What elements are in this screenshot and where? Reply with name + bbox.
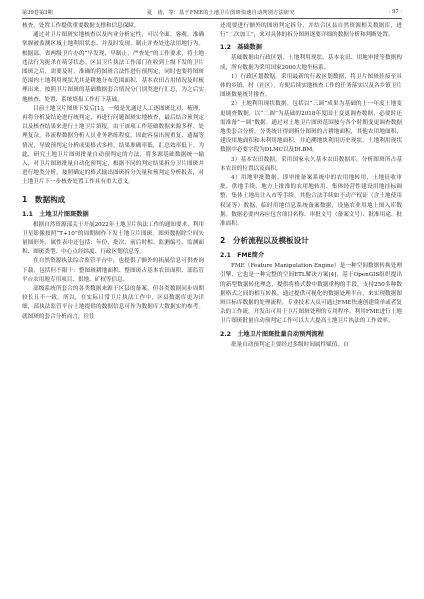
subsection-heading: 2.1 FME简介: [220, 252, 265, 260]
paragraph: 通过对卫片图斑实地核查以及内业分析定性，可以全面、客观、准确掌握被监测区域土地利用状态、并及时发现、制止并查处违法用地行为。根据部、省两级卫片办的“早发现、早制止、严查处”的工作要求，将土地违法行为扼杀在萌芽状态。区县卫片执法工作部门在收到上级下发的卫片图斑之后，需要及时、准确的将图斑合法性进行预判定，同时也要将图斑范围内土地利用现状尤其是耕地分布范围面积、基本农田占用情况及时梳理出来，按照卫片图斑的基础数据套合情况分门别类进行汇总，为之后实地核查、处置、系统填报工作打下基础。: [22, 32, 204, 103]
subsection-heading: 1.1 土地卫片图斑数据: [22, 210, 89, 218]
running-header: [22, 6, 402, 19]
paragraph: 核查，处置工作提供重要数据支撑和信息保障。: [22, 23, 140, 29]
paragraph: 还需要进行额外的图斑判定拆分，并结合区县自然资源相关数据库，进行“二次加工”，来对具体的拆分图斑逐要详细的数据分析和判断处置。: [220, 23, 402, 39]
article-running-title: 夏 涛，等：基于FME的土地卫片图斑快速自动判别方法研究: [146, 9, 295, 16]
paragraph: 基础数据由行政区划、土地利用现状、基本农田、用地审批等数据构成，所有数据为采用国家2000大地坐标系。: [220, 55, 402, 71]
subsection-heading: 1.2 基础数据: [220, 44, 262, 52]
subsection-heading: 2.2 土地卫片图斑批量自动预判流程: [220, 330, 324, 338]
section-heading: 2 分析流程以及模板设计: [220, 236, 309, 246]
paragraph: 部级系统所套合的各类数据来源于区县的备案，但各类数据同步周期较长且不一致。所以，在实际日常卫片执法工作中，区县数据库更为详细，部执法监管平台土地提供的数据信息可作为数据库大数据实的参考。就图斑的套合分析而言，往往: [22, 286, 204, 320]
paragraph: 1）行政区划数据。采用最新的行政区划数据，将卫片图斑挂接至具体的乡镇、村（社区），方便后续实地核查工作的任务落实以及各乡镇卫片图斑数量统计排查。: [220, 73, 402, 99]
section-heading: 1 数据构成: [22, 194, 66, 204]
journal-volume: 第39卷第3期: [22, 9, 53, 16]
left-column: [22, 22, 204, 322]
paragraph: 根据自然资源部关于开展2022年土地卫片执法工作的通知要求，利用卫星影像按照“T+10”的周期制作下发土地卫片图斑。图斑数据除空间矢量图形外，属性表中还包括：年份、批次、前后时相、监测编号、监测面积、图斑类型、中心点经纬度、行政区划信息等。: [22, 221, 204, 256]
paragraph: 2）土地利用现状数据。包括以“三调”成果为基础的上一年度土地变更调查数据，以“二调”为基础的2018年度国土变更调查数据，必要时还需准备“一调”数据。通过对土地卫片图斑范围按与各个时期变更调查数据地类套合分析，分类统计得到拆分图斑的占耕地面积，其他农用地面积，建设用地面积和未利用地面积，并追溯地块利用历史现状。土地利用现状数据中必要字段为DLMC以及DLBM。: [220, 101, 402, 154]
paragraph: 在自然资源执法综合监管平台中，也提供了额外的拓展信息可供查询下载，包括但不限于：整图斑耕地面积、整图斑占基本农田面积、部监管平台农用地专用项目、供地、矿权等信息。: [22, 258, 204, 283]
page-number: · 97 ·: [388, 9, 402, 15]
paragraph: 4）用地审批数据。即审批备案系统中的农用地转用、土地征收审批、供地手续、地方上批准的农用地转用、集体经营性建设用地挂标调整、集体土地出让入市等手续，其他合法手续如不动产权证（含土地使用权证等）数据，临时用地信息系统备案数据，设施农业用地上图入库数据。数据必要内容应包含项目名称、审批文号（备案文号）、批准用途、批准面积。: [220, 175, 402, 228]
paragraph: FME（Feature Manipulation Engine）是一种空间数据转换处理引擎，它也是一种完整的空间ETL解决方案[4]，基于OpenGIS组织提出的新型数据转化理念，提供将格式数中数据重构的手段，支持250多种数据格式之间的相互转换。通过提供可视化的数据处理平台，来实现数据图斑目标库数据的处理流程。专业技术人员可通过FME快速创建简单或者复杂的工作流，开发出可用于卫片图斑处理的专用程序。利用FME进行土地卫片图斑批量自动预判定工作可以大大提高土地卫片执法的工作效率。: [220, 263, 402, 325]
paragraph: 批量自动预判定主要经过多级时间属性赋值、自: [231, 341, 349, 348]
paragraph: 3）基本农田数据。采用国家永久基本农田数据库，分析图斑所占基本农田的位置以及面积。: [220, 156, 402, 172]
right-column: [220, 22, 402, 350]
paragraph: 目前土地卫片图斑下发后[1]，一般是先通过人工逐图斑比对、梳理，再将分析及结论进行统判定，再进行问题图斑实地核查，最后结合预判定以及核查结果来进行土地卫片填报。由于该项工作基础数据来源多样、处理复杂，各流程数据分析人员业务熟练程度，因此容易出现重复、遗漏等情况，导致预判定分析成果格式多样，结果准确率低，汇总效率低下。为此，研究土地卫片图斑批量自动预判定的方法，将多源基础数据统一输入，对卫片图斑批量自动化预判定，根据不同的判定结果拆分卫片图斑并进行地类分析，按照确定的格式输出图斑拆分矢量和预判定分析报表，对土地卫片下一步核查处置工作具有重大意义。: [22, 105, 204, 186]
